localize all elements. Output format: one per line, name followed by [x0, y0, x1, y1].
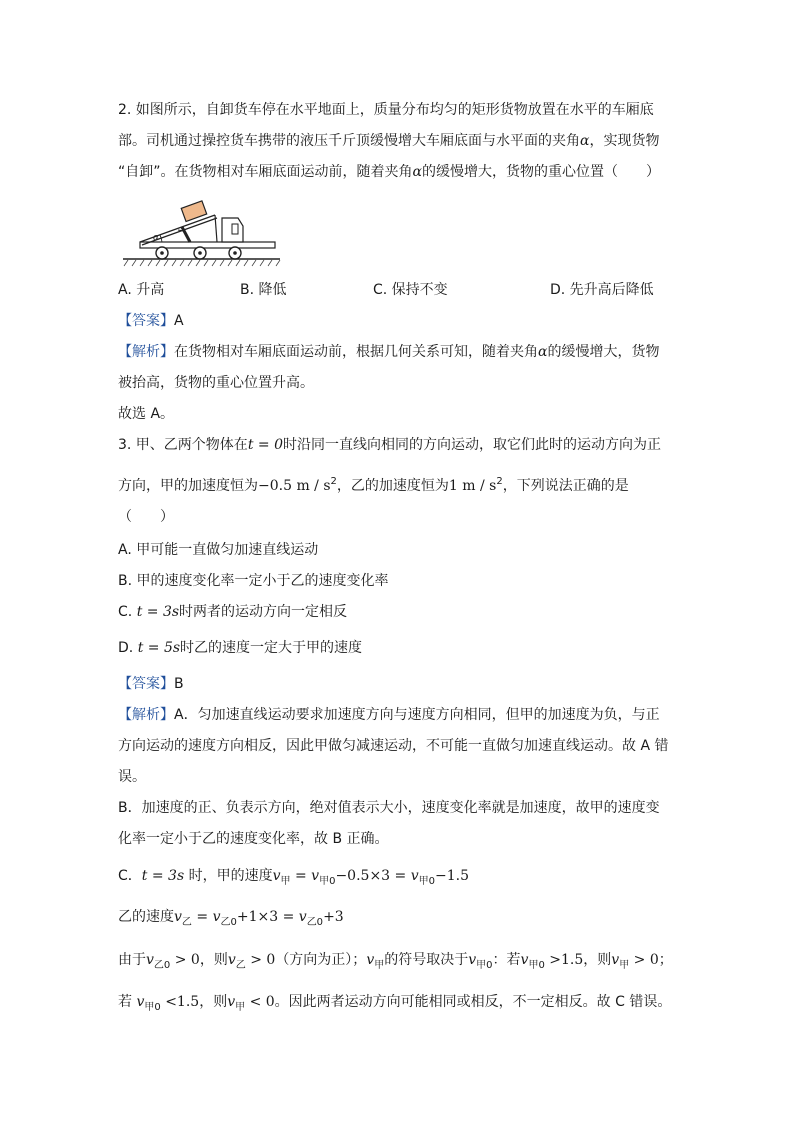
q2-option-c: C. 保持不变 [373, 282, 448, 298]
q3-analysis-c-line-1: C．t = 3s 时，甲的速度$v_甲 = v_{甲0}-0.5\times 3 = v_{甲0}-1.5$ [118, 868, 470, 887]
q3-analysis-a-line-3: 误。 [118, 769, 146, 785]
q3-analysis-a-line-2: 方向运动的速度方向相反，因此甲做匀减速运动，不可能一直做匀加速直线运动。故 A 错 [118, 738, 669, 754]
q3-option-b: B. 甲的速度变化率一定小于乙的速度变化率 [118, 573, 389, 589]
q3-analysis-b-line-2: 化率一定小于乙的速度变化率，故 B 正确。 [118, 831, 389, 847]
q2-stem-line-1: 2. 如图所示，自卸货车停在水平地面上，质量分布均匀的矩形货物放置在水平的车厢底 [118, 102, 654, 118]
q2-option-b: B. 降低 [240, 282, 287, 298]
q3-analysis-b-line-1: B．加速度的正、负表示方向，绝对值表示大小，速度变化率就是加速度，故甲的速度变 [118, 800, 660, 816]
q3-stem-line-2: 方向，甲的加速度恒为−0.5 m / $s^2$，乙的加速度恒为1 m / $s^2$，下列说法正确的是 [118, 476, 629, 494]
q2-option-a: A. 升高 [118, 282, 165, 298]
q3-analysis-a-line-1: 【解析】A．匀加速直线运动要求加速度方向与速度方向相同，但甲的加速度为负，与正 [118, 707, 660, 723]
q3-option-d: D. t = 5s时乙的速度一定大于甲的速度 [118, 640, 363, 656]
q2-conclusion: 故选 A。 [118, 406, 175, 422]
q2-stem-line-3: “自卸”。在货物相对车厢底面运动前，随着夹角α的缓慢增大，货物的重心位置（ ） [118, 164, 660, 180]
q3-analysis-c-line-4: 若 $v_{甲0} <1.5$，则$v_甲 < 0$。因此两者运动方向可能相同或相反，不一定相反。故 C 错误。 [118, 994, 672, 1013]
alpha-angle-label: α [153, 233, 160, 243]
dump-truck-figure [120, 196, 295, 268]
q3-answer: 【答案】B [118, 676, 184, 692]
q3-option-a: A. 甲可能一直做匀加速直线运动 [118, 542, 319, 558]
q3-analysis-c-line-2: 乙的速度$v_乙 = v_{乙0}+1\times 3 = v_{乙0}+3$ [118, 909, 344, 928]
q2-option-d: D. 先升高后降低 [550, 282, 654, 298]
q2-stem-line-2: 部。司机通过操控货车携带的液压千斤顶缓慢增大车厢底面与水平面的夹角α，实现货物 [118, 133, 660, 149]
q3-paren: （ ） [118, 509, 174, 525]
q2-answer: 【答案】A [118, 313, 184, 329]
q3-analysis-c-line-3: 由于$v_{乙0} > 0$，则$v_乙 > 0$（方向为正）；$v_甲$的符号取决于$v_{甲0}$：若$v_{甲0} >1.5$，则$v_甲 > 0$； [118, 952, 673, 971]
q2-analysis-line-2: 被抬高，货物的重心位置升高。 [118, 375, 314, 391]
q2-analysis-line-1: 【解析】在货物相对车厢底面运动前，根据几何关系可知，随着夹角α的缓慢增大，货物 [118, 344, 660, 360]
q2-options [118, 280, 678, 300]
q3-stem-line-1: 3. 甲、乙两个物体在t = 0时沿同一直线向相同的方向运动，取它们此时的运动方向为正 [118, 437, 661, 453]
q3-option-c: C. t = 3s时两者的运动方向一定相反 [118, 604, 348, 620]
